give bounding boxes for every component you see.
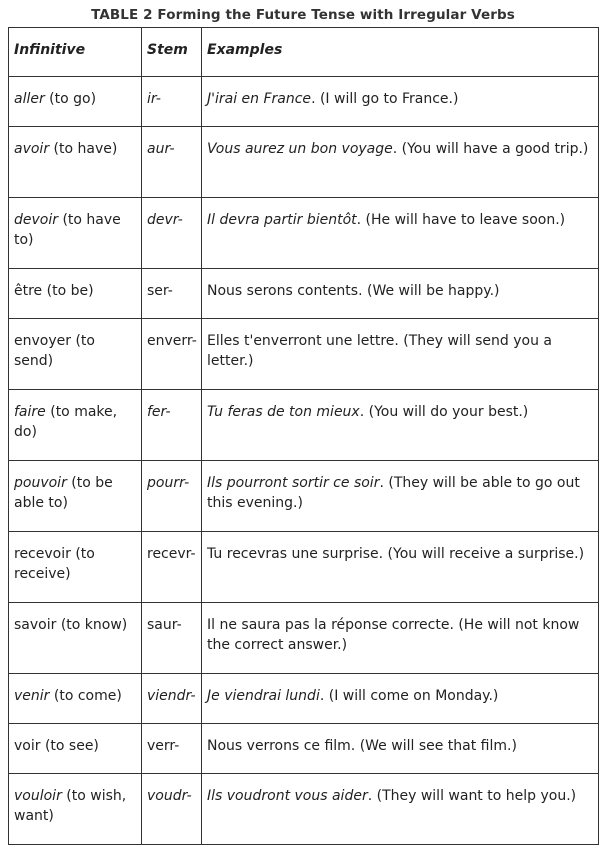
stem-cell: saur- <box>142 603 202 674</box>
verb: savoir (to know) <box>14 617 128 633</box>
table-row <box>9 724 599 774</box>
stem-cell: recevr- <box>142 532 202 603</box>
infinitive-cell <box>9 724 142 774</box>
example-french: Vous aurez un bon voyage <box>207 141 393 157</box>
table-row <box>9 390 599 461</box>
example-english: . (They will want to help you.) <box>367 788 577 804</box>
table-row <box>9 198 599 269</box>
stem-cell: viendr- <box>142 674 202 724</box>
table-row <box>9 461 599 532</box>
stem-cell: pourr- <box>142 461 202 532</box>
header-stem: Stem <box>142 28 202 77</box>
stem-cell: voudr- <box>142 774 202 845</box>
verb: être (to be) <box>14 283 94 299</box>
verb-gloss: (to wish, want) <box>14 788 127 824</box>
example-english: . (He will have to leave soon.) <box>356 212 566 228</box>
example-cell <box>202 198 599 269</box>
example-french: Je viendrai lundi <box>207 688 320 704</box>
example-english: Nous verrons ce film. (We will see that film.) <box>207 738 517 754</box>
stem-cell: devr- <box>142 198 202 269</box>
example-english: . (You will have a good trip.) <box>392 141 589 157</box>
infinitive-cell <box>9 269 142 319</box>
verb-gloss: (to be able to) <box>14 475 113 511</box>
example-cell <box>202 461 599 532</box>
example-cell <box>202 269 599 319</box>
verb: aller <box>14 91 45 107</box>
example-cell <box>202 774 599 845</box>
verb: avoir <box>14 141 50 157</box>
infinitive-cell <box>9 127 142 198</box>
example-cell <box>202 77 599 127</box>
table-row <box>9 774 599 845</box>
verb: vouloir <box>14 788 62 804</box>
verb-gloss: (to make, do) <box>14 404 118 440</box>
stem-cell: fer- <box>142 390 202 461</box>
table-row <box>9 319 599 390</box>
verb: faire <box>14 404 46 420</box>
stem-cell: enverr- <box>142 319 202 390</box>
table-row <box>9 603 599 674</box>
infinitive-cell <box>9 198 142 269</box>
example-cell <box>202 319 599 390</box>
table-row <box>9 77 599 127</box>
example-english: Il ne saura pas la réponse correcte. (He will not know the correct answer.) <box>207 617 580 653</box>
example-english: . (They will be able to go out this evening.) <box>207 475 580 511</box>
table-row <box>9 532 599 603</box>
stem-cell: ir- <box>142 77 202 127</box>
example-french: Tu feras de ton mieux <box>207 404 360 420</box>
example-english: Elles t'enverront une lettre. (They will send you a letter.) <box>207 333 552 369</box>
table-title: TABLE 2 Forming the Future Tense with Irregular Verbs <box>91 7 515 23</box>
example-english: Nous serons contents. (We will be happy.) <box>207 283 500 299</box>
infinitive-cell <box>9 774 142 845</box>
verb-gloss: (to go) <box>44 91 97 107</box>
verb: venir <box>14 688 50 704</box>
example-french: J'irai en France <box>207 91 312 107</box>
example-english: . (I will come on Monday.) <box>319 688 499 704</box>
example-english: . (I will go to France.) <box>311 91 459 107</box>
infinitive-cell <box>9 77 142 127</box>
table-row <box>9 269 599 319</box>
infinitive-cell <box>9 319 142 390</box>
verb-gloss: (to come) <box>49 688 122 704</box>
verb-gloss: (to have to) <box>14 212 121 248</box>
example-english: . (You will do your best.) <box>359 404 529 420</box>
infinitive-cell <box>9 532 142 603</box>
header-row <box>9 28 599 77</box>
table-row <box>9 127 599 198</box>
verb: pouvoir <box>14 475 67 491</box>
stem-cell: verr- <box>142 724 202 774</box>
table-row <box>9 674 599 724</box>
verb: voir (to see) <box>14 738 99 754</box>
infinitive-cell <box>9 461 142 532</box>
example-cell <box>202 724 599 774</box>
example-french: Ils voudront vous aider <box>207 788 368 804</box>
example-cell <box>202 127 599 198</box>
header-examples: Examples <box>202 28 599 77</box>
example-cell <box>202 603 599 674</box>
example-french: Il devra partir bientôt <box>207 212 357 228</box>
infinitive-cell <box>9 603 142 674</box>
future-tense-table <box>8 27 599 845</box>
example-english: Tu recevras une surprise. (You will receive a surprise.) <box>207 546 585 562</box>
example-french: Ils pourront sortir ce soir <box>207 475 380 491</box>
example-cell <box>202 674 599 724</box>
verb-gloss: (to have) <box>49 141 118 157</box>
verb: devoir <box>14 212 58 228</box>
verb: recevoir (to receive) <box>14 546 95 582</box>
stem-cell: aur- <box>142 127 202 198</box>
infinitive-cell <box>9 674 142 724</box>
example-cell <box>202 390 599 461</box>
example-cell <box>202 532 599 603</box>
header-infinitive: Infinitive <box>9 28 142 77</box>
verb: envoyer (to send) <box>14 333 95 369</box>
stem-cell: ser- <box>142 269 202 319</box>
infinitive-cell <box>9 390 142 461</box>
